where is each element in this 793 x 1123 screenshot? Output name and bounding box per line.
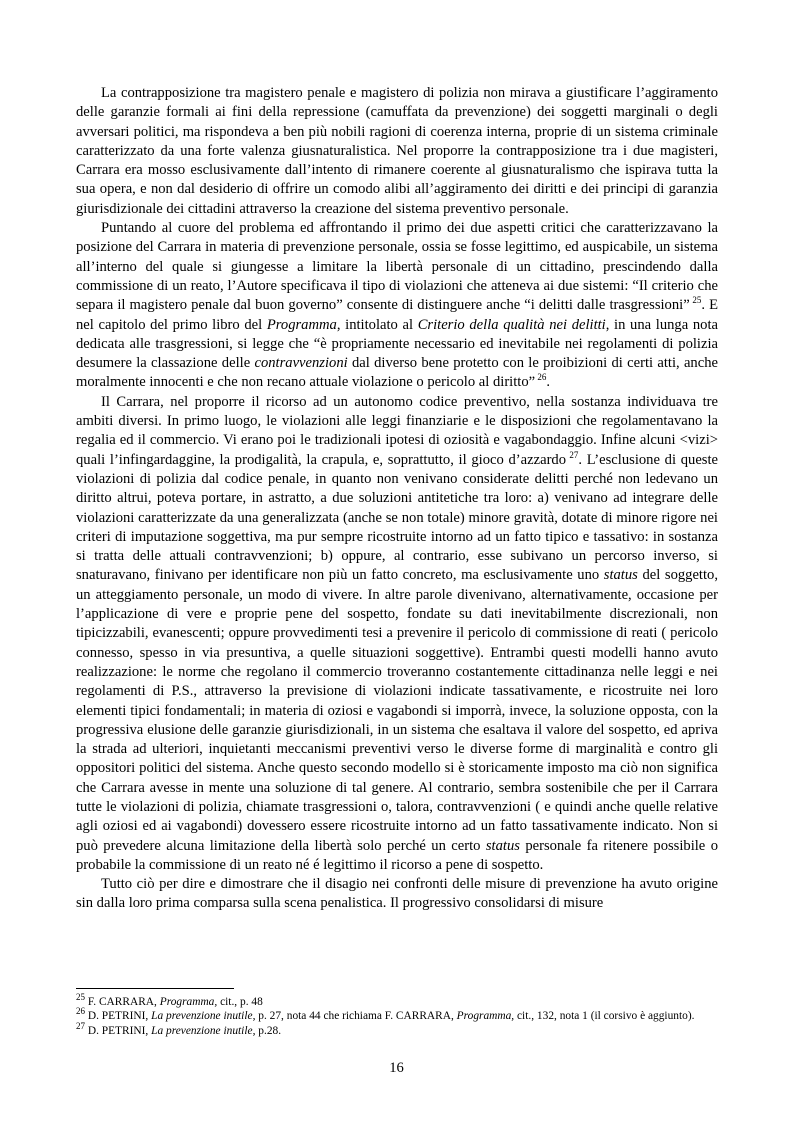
page-body [76,84,718,914]
paragraph-2-text-6: . [546,374,551,391]
footnote-27: $^{27}$ D. PETRINI, La prevenzione inutile, p.28. [76,1021,282,1037]
paragraph-2-italic-3: contravvenzioni [254,355,348,372]
paragraph-2-italic-2: Criterio della qualità nei delitti [417,316,606,333]
paragraph-3-text-4: personale fa ritenere possibile o probabile la commissione di un reato né é legittimo il ricorso a pene di sospetto. [76,837,718,873]
paragraph-3-text-2: . L’esclusione di queste violazioni di polizia dal codice penale, in quanto non venivano considerate delitti perché non ledevano un diritto altrui, poteva portare, in astratto, a due soluzioni antitetiche tra loro: a) venivano ad integrare delle violazioni caratterizzate da una generalizzata (anche se non totale) minore gravità, dotate di minore rigore nei criteri di imputazione soggettiva, ma pur sempre ricostruite intorno ad un fatto tipico e tassativo: in sostanza si tratta delle attuali contravvenzioni; b) oppure, al contrario, esse subivano un percorso inverso, si snaturavano, finivano per identificare non più un fatto concreto, ma esclusivamente uno [76,451,719,584]
footnote-ref-27[interactable]: 27 [569,449,579,460]
paragraph-2-italic-1: Programma [266,316,337,333]
paragraph-2-text-1: Puntando al cuore del problema ed affrontando il primo dei due aspetti critici che caratterizzavano la posizione del Carrara in materia di prevenzione personale, ossia se fosse legittimo, ed auspicabile, un sistema all’interno del quale si giungesse a limitare la libertà personale di un cittadino, prescindendo dalla commissione di un reato, l’Autore specificava il tipo di violazioni che atteneva ai due sistemi: “Il criterio che separa il magistero penale dal buon governo” consente di distinguere anche “i delitti dalle trasgressioni” [76,220,718,314]
paragraph-2-text-2: . E nel capitolo del primo libro del [76,297,719,333]
footnote-ref-26[interactable]: 26 [537,372,547,383]
footnote-italic: La prevenzione inutile, [151,1024,256,1037]
paragraph-2-text-3: , intitolato al [336,316,418,333]
paragraph-3-text-1: Il Carrara, nel proporre il ricorso ad un autonomo codice preventivo, nella sostanza individuava tre ambiti diversi. In primo luogo, le violazioni alle leggi finanziarie e le disposizioni che regolamentavano la regalia ed il commercio. Vi erano poi le tradizionali ipotesi di oziosità e vagabondaggio. Infine alcuni <vizi> quali l’infingardaggine, la prodigalità, la crapula, e, soprattutto, il gioco d’azzardo [76,393,718,468]
paragraph-2 [76,219,718,393]
paragraph-3-italic-1: status [603,567,638,584]
footnote-italic: Programma, [456,1010,515,1023]
footnote-26: $^{26}$ D. PETRINI, La prevenzione inutile, p. 27, nota 44 che richiama F. CARRARA, Programma, cit., 132, nota 1 (il corsivo è aggiunto). [76,1006,695,1023]
page-number: 16 [389,1060,404,1076]
footnote-number: 27 [76,1021,85,1032]
footnote-number: 25 [76,992,85,1003]
footnote-number: 26 [76,1006,85,1017]
paragraph-2-text-4: , in una lunga nota dedicata alle trasgressioni, si legge che “è propriamente necessario ed inevitabile nei regolamenti di polizia desumere la classazione delle [76,316,718,372]
footnote-italic: La prevenzione inutile, [151,1010,256,1023]
footnote-italic: Programma, [159,996,218,1008]
footnote-ref-25[interactable]: 25 [692,295,702,306]
paragraph-3-text-3: del soggetto, un atteggiamento personale, un modo di vivere. In altre parole divenivano, alternativamente, occasione per l’applicazione di vere e proprie pene del sospetto, fondate su dati inevitabilmente discrezionali, non tipicizzabili, evanescenti; oppure provvedimenti tesi a prevenire il pericolo di commissione di reati ( pericolo connesso, spesso in via presuntiva, a quelle situazioni soggettive). Entrambi questi modelli hanno avuto realizzazione: le norme che regolano il commercio troveranno costantemente cittadinanza nelle leggi e nei regolamenti di P.S., attraverso la previsione di violazioni indicate tassativamente, e ricostruite nei loro elementi tipici fondamentali; in materia di oziosi e vagabondi si imporrà, invece, la soluzione opposta, con la progressiva elusione delle garanzie giurisdizionali, in un sistema che esaltava il valore del sospetto, ed apriva la strada ad ulteriori, inquietanti meccanismi preventivi verso le diverse forme di marginalità e contro gli oppositori politici del sistema. Anche questo secondo modello si è storicamente imposto ma ciò non significa che Carrara avesse in mente una soluzione di tal genere. Al contrario, sembra sostenibile che per il Carrara tutte le violazioni di polizia, chiamate trasgressioni o, talora, contravvenzioni ( e quindi anche quelle relative agli oziosi ed ai vagabondi) dovessero essere ricostruite intorno ad un fatto tassativamente indicato. Non si può prevedere alcuna limitazione della libertà solo perché un certo [76,567,718,854]
paragraph-3 [76,393,718,875]
paragraph-1: La contrapposizione tra magistero penale e magistero di polizia non mirava a giustificare l’aggiramento delle garanzie formali ai fini della repressione (camuffata da prevenzione) dei soggetti marginali o degli avversari politici, ma rispondeva a ben più nobili ragioni di coerenza interna, proprie di un sistema criminale caratterizzato da una forte valenza giusnaturalistica. Nel proporre la contrapposizione tra i due magisteri, Carrara era mosso esclusivamente dall’intento di rimanere coerente al giusnaturalismo che ispirava tutta la sua opera, e non dal desiderio di offrire un comodo alibi all’aggiramento dei diritti e dei principi di garanzia giurisdizionale dei cittadini attraverso la creazione del sistema preventivo personale. [76,85,718,217]
paragraph-3-italic-2: status [485,837,520,854]
paragraph-2-text-5: dal diverso bene protetto con le proibizioni di certi atti, anche moralmente innocenti e che non recano attuale violazione o pericolo al diritto” [76,355,718,391]
footnote-25: $^{25}$ F. CARRARA, Programma, cit., p. 48 [76,992,263,1008]
footnotes [76,992,718,1038]
paragraph-4: Tutto ciò per dire e dimostrare che il disagio nei confronti delle misure di prevenzione ha avuto origine sin dalla loro prima comparsa sulla scena penalistica. Il progressivo consolidarsi di misure [76,876,718,912]
footnote-separator [76,988,234,989]
